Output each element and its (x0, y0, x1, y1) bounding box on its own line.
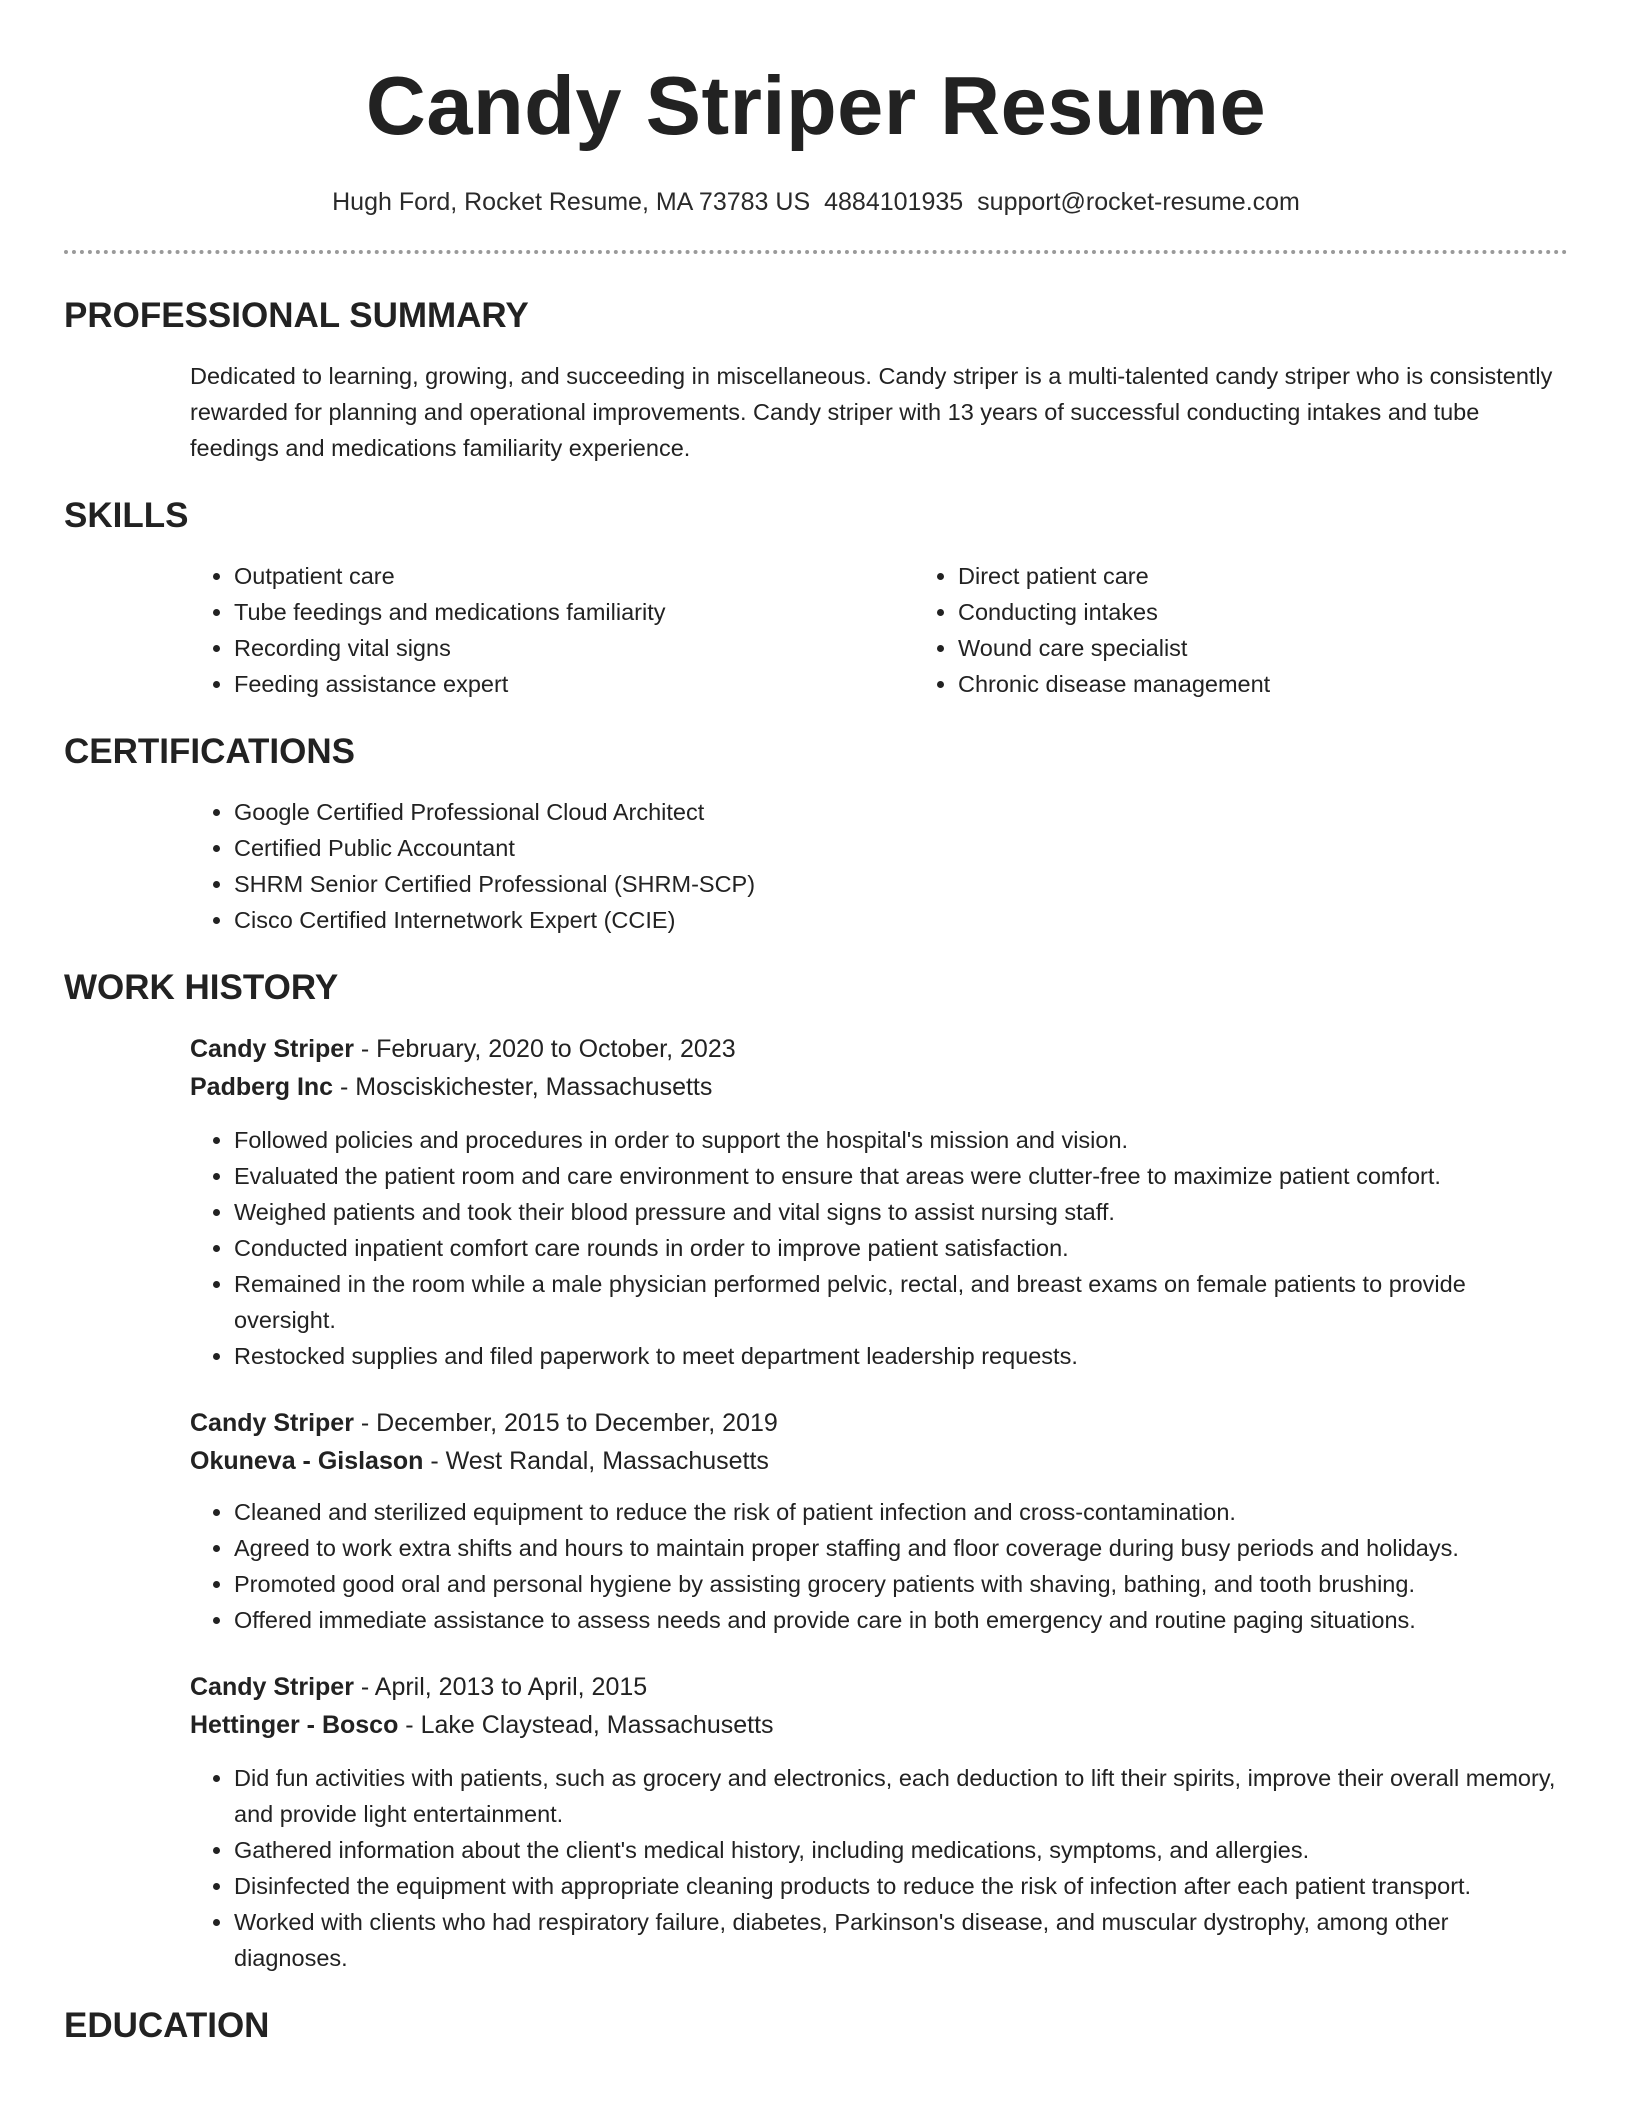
certifications-list (190, 794, 1568, 938)
job-title-line (190, 1668, 1568, 1706)
job-location: - West Randal, Massachusetts (423, 1447, 769, 1475)
job-duty: • Remained in the room while a male physician performed pelvic, rectal, and breast exams on female patients to provide oversight. (234, 1266, 1568, 1338)
skill-item: • Direct patient care (958, 558, 1632, 594)
summary-text: Dedicated to learning, growing, and succeeding in miscellaneous. Candy striper is a multi-talented candy striper who is consistently rewarded for planning and operational improvements. Candy striper with 13 years of successful conducting intakes and tube feedings and medications familiarity experience. (190, 363, 1553, 461)
contact-line (64, 186, 1568, 218)
skill-item: • Feeding assistance expert (234, 666, 914, 702)
job-duty: • Promoted good oral and personal hygiene by assisting grocery patients with shaving, bathing, and tooth brushing. (234, 1566, 1568, 1602)
job-role: Candy Striper (190, 1409, 354, 1437)
job-duty: • Conducted inpatient comfort care rounds in order to improve patient satisfaction. (234, 1230, 1568, 1266)
education-heading: EDUCATION (64, 2006, 270, 2045)
certification-item: • SHRM Senior Certified Professional (SHRM-SCP) (234, 866, 1568, 902)
job-entry (190, 1404, 1568, 1638)
skills-list (190, 558, 1568, 702)
job-duty: • Offered immediate assistance to assess needs and provide care in both emergency and routine paging situations. (234, 1602, 1568, 1638)
job-company: Hettinger - Bosco (190, 1711, 399, 1739)
certifications-heading: CERTIFICATIONS (64, 732, 356, 771)
job-role: Candy Striper (190, 1035, 354, 1063)
job-role: Candy Striper (190, 1673, 354, 1701)
job-dates: - April, 2013 to April, 2015 (353, 1673, 648, 1701)
work-history-heading: WORK HISTORY (64, 968, 339, 1007)
job-duty: • Restocked supplies and filed paperwork to meet department leadership requests. (234, 1338, 1568, 1374)
certification-item: • Cisco Certified Internetwork Expert (CCIE) (234, 902, 1568, 938)
certification-item: • Certified Public Accountant (234, 830, 1568, 866)
job-duty: • Did fun activities with patients, such as grocery and electronics, each deduction to lift their spirits, improve their overall memory, and provide light entertainment. (234, 1760, 1568, 1832)
job-company-line (190, 1068, 1568, 1106)
job-entry (190, 1668, 1568, 1976)
job-title-line (190, 1030, 1568, 1068)
skill-item: • Wound care specialist (958, 630, 1632, 666)
job-company: Padberg Inc (190, 1073, 334, 1101)
skill-item: • Recording vital signs (234, 630, 914, 666)
job-location: - Lake Claystead, Massachusetts (398, 1711, 774, 1739)
job-dates: - December, 2015 to December, 2019 (353, 1409, 778, 1437)
skill-item: • Tube feedings and medications familiarity (234, 594, 914, 630)
job-duty: • Followed policies and procedures in order to support the hospital's mission and vision. (234, 1122, 1568, 1158)
job-dates: - February, 2020 to October, 2023 (353, 1035, 736, 1063)
job-company-line (190, 1442, 1568, 1480)
job-title-line (190, 1404, 1568, 1442)
job-duties (190, 1122, 1568, 1374)
job-company-line (190, 1706, 1568, 1744)
skills-column-left (190, 558, 914, 702)
contact-phone: 4884101935 (824, 188, 964, 216)
header-divider (64, 250, 1568, 254)
job-company: Okuneva - Gislason (190, 1447, 424, 1475)
job-duty: • Weighed patients and took their blood pressure and vital signs to assist nursing staff. (234, 1194, 1568, 1230)
skill-item: • Outpatient care (234, 558, 914, 594)
job-duty: • Agreed to work extra shifts and hours to maintain proper staffing and floor coverage during busy periods and holidays. (234, 1530, 1568, 1566)
job-duty: • Disinfected the equipment with appropriate cleaning products to reduce the risk of infection after each patient transport. (234, 1868, 1568, 1904)
summary-heading: PROFESSIONAL SUMMARY (64, 296, 529, 335)
skill-item: • Conducting intakes (958, 594, 1632, 630)
job-duty: • Worked with clients who had respiratory failure, diabetes, Parkinson's disease, and muscular dystrophy, among other diagnoses. (234, 1904, 1568, 1976)
job-location: - Mosciskichester, Massachusetts (333, 1073, 713, 1101)
resume-title: Candy Striper Resume (365, 59, 1267, 152)
job-duty: • Evaluated the patient room and care environment to ensure that areas were clutter-free to maximize patient comfort. (234, 1158, 1568, 1194)
certification-item: • Google Certified Professional Cloud Architect (234, 794, 1568, 830)
skill-item: • Chronic disease management (958, 666, 1632, 702)
job-duties (190, 1494, 1568, 1638)
contact-email: support@rocket-resume.com (977, 188, 1300, 216)
job-duties (190, 1760, 1568, 1976)
job-entry (190, 1030, 1568, 1374)
skills-column-right (914, 558, 1632, 702)
job-duty: • Cleaned and sterilized equipment to reduce the risk of patient infection and cross-contamination. (234, 1494, 1568, 1530)
job-duty: • Gathered information about the client's medical history, including medications, symptoms, and allergies. (234, 1832, 1568, 1868)
contact-address: Hugh Ford, Rocket Resume, MA 73783 US (332, 188, 811, 216)
skills-heading: SKILLS (64, 496, 189, 535)
